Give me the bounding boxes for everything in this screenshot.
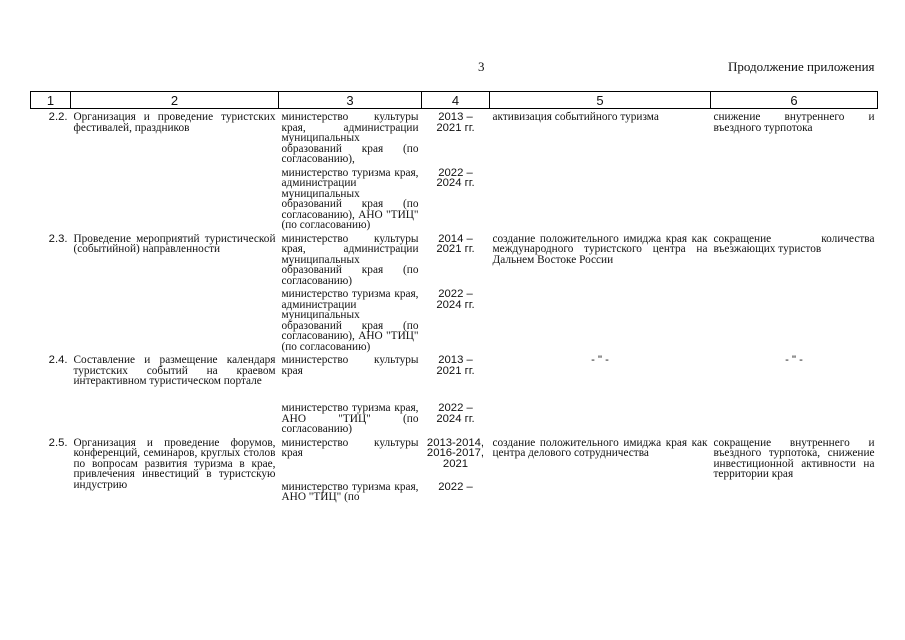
column-header: 3	[279, 92, 422, 109]
executor: министерство туризма края, администрации муниципальных образований края (по согласованию), АНО "ТИЦ" (по согласованию)	[281, 166, 419, 231]
consequence: сокращение внутреннего и въездного турпотока, снижение инвестиционной активности на территории края	[713, 436, 875, 480]
period: 2022 – 2024 гг.	[436, 402, 475, 425]
row-number: 2.4.	[48, 354, 68, 366]
measure-name: Составление и размещение календаря туристских событий на краевом интерактивном туристическом портале	[73, 354, 276, 387]
column-header: 2	[71, 92, 279, 109]
column-header: 6	[711, 92, 878, 109]
table-row	[31, 352, 878, 400]
table-row	[31, 435, 878, 479]
consequence: снижение внутреннего и въездного турпотока	[713, 111, 875, 134]
continuation-label: Продолжение приложения	[728, 59, 875, 74]
executor: министерство культуры края, администрации муниципальных образований края (по согласованию)	[281, 232, 419, 287]
measure-name: Проведение мероприятий туристической (событийной) направленности	[73, 232, 276, 255]
period: 2013-2014, 2016-2017, 2021	[426, 436, 485, 470]
period: 2022 – 2024 гг.	[436, 166, 475, 189]
column-header: 5	[490, 92, 711, 109]
executor: министерство культуры края	[281, 354, 419, 377]
table-row	[31, 109, 878, 165]
period: 2013 – 2021 гг.	[436, 111, 475, 134]
expected-result: создание положительного имиджа края как центра делового сотрудничества	[492, 436, 708, 459]
table-row	[31, 231, 878, 287]
measure-name: Организация и проведение туристских фестивалей, праздников	[73, 111, 276, 134]
expected-result: активизация событийного туризма	[492, 111, 659, 123]
executor: министерство туризма края, администрации муниципальных образований края (по согласованию), АНО "ТИЦ" (по согласованию)	[281, 288, 419, 353]
consequence: сокращение количества въезжающих туристов	[713, 232, 875, 255]
measure-name: Организация и проведение форумов, конференций, семинаров, круглых столов по вопросам развития туризма в крае, привлечения инвестиций в туристскую индустрию	[73, 436, 276, 491]
executor: министерство туризма края, АНО "ТИЦ" (по	[281, 480, 419, 503]
period: 2022 –	[438, 480, 473, 493]
expected-result: - " -	[591, 354, 609, 366]
measures-table	[30, 91, 878, 503]
row-number: 2.5.	[48, 436, 68, 449]
table-header-row	[31, 92, 878, 109]
expected-result: создание положительного имиджа края как международного туристского центра на Дальнем Востоке России	[492, 232, 708, 266]
row-number: 2.2.	[48, 111, 68, 123]
row-number: 2.3.	[48, 232, 68, 245]
executor: министерство культуры края, администрации муниципальных образований края (по согласованию),	[281, 111, 419, 165]
period: 2014 – 2021 гг.	[436, 232, 475, 255]
period: 2022 – 2024 гг.	[436, 288, 475, 311]
page-number: 3	[478, 59, 485, 74]
column-header: 1	[31, 92, 71, 109]
consequence: - " -	[785, 354, 803, 366]
executor: министерство культуры края	[281, 436, 419, 459]
executor: министерство туризма края, АНО "ТИЦ" (по согласованию)	[281, 402, 419, 435]
column-header: 4	[422, 92, 490, 109]
period: 2013 – 2021 гг.	[436, 354, 475, 377]
